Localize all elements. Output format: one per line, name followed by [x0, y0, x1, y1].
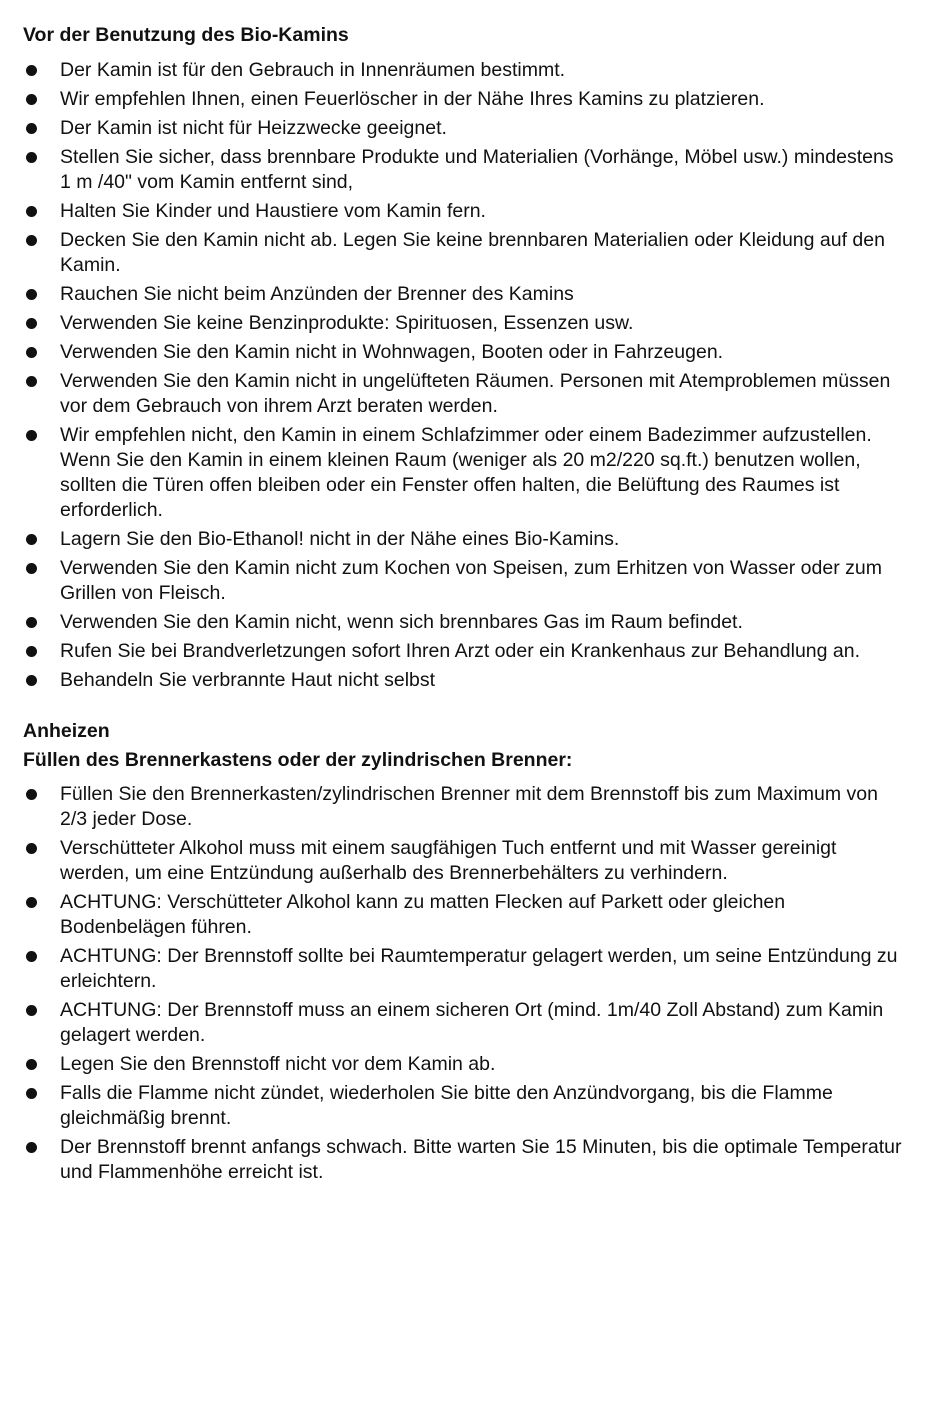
list-item-text: Behandeln Sie verbrannte Haut nicht selbst [60, 669, 436, 691]
bullet-icon [26, 289, 37, 300]
list-item-text: Der Kamin ist für den Gebrauch in Innenräumen bestimmt. [60, 59, 566, 81]
list-item-text: Verschütteter Alkohol muss mit einem saugfähigen Tuch entfernt und mit Wasser gereinigt werden, um eine Entzündung außerhalb des Brennerbehälters zu verhindern. [60, 837, 837, 884]
list-item [23, 782, 903, 832]
list-item [23, 282, 903, 307]
list-item [23, 58, 903, 83]
bullet-icon [26, 94, 37, 105]
bullet-icon [26, 789, 37, 800]
list-item [23, 610, 903, 635]
list-item-text: ACHTUNG: Der Brennstoff muss an einem sicheren Ort (mind. 1m/40 Zoll Abstand) zum Kamin gelagert werden. [60, 999, 884, 1046]
bullet-icon [26, 123, 37, 134]
bullet-icon [26, 675, 37, 686]
bullet-icon [26, 897, 37, 908]
list-item [23, 116, 903, 141]
bullet-icon [26, 1142, 37, 1153]
document-page [23, 22, 903, 1189]
list-item [23, 1135, 903, 1185]
bullet-icon [26, 318, 37, 329]
bullet-icon [26, 152, 37, 163]
list-item-text: ACHTUNG: Verschütteter Alkohol kann zu matten Flecken auf Parkett oder gleichen Bodenbelägen führen. [60, 891, 786, 938]
bullet-icon [26, 430, 37, 441]
list-item [23, 527, 903, 552]
section-subtitle-filling: Füllen des Brennerkastens oder der zylindrischen Brenner: [23, 749, 573, 771]
list-item [23, 998, 903, 1048]
list-item [23, 639, 903, 664]
list-item [23, 228, 903, 278]
list-item-text: Verwenden Sie den Kamin nicht in Wohnwagen, Booten oder in Fahrzeugen. [60, 341, 724, 363]
list-item [23, 836, 903, 886]
list-item-text: Rauchen Sie nicht beim Anzünden der Brenner des Kamins [60, 283, 574, 305]
list-item-text: ACHTUNG: Der Brennstoff sollte bei Raumtemperatur gelagert werden, um seine Entzündung zu erleichtern. [60, 945, 898, 992]
list-item-text: Falls die Flamme nicht zündet, wiederholen Sie bitte den Anzündvorgang, bis die Flamme gleichmäßig brennt. [60, 1082, 833, 1129]
section-title-heating: Anheizen [23, 720, 110, 742]
list-item [23, 369, 903, 419]
bullet-icon [26, 1088, 37, 1099]
list-item-text: Verwenden Sie den Kamin nicht, wenn sich brennbares Gas im Raum befindet. [60, 611, 743, 633]
list-item-text: Stellen Sie sicher, dass brennbare Produkte und Materialien (Vorhänge, Möbel usw.) mindestens 1 m /40" vom Kamin entfernt sind, [60, 146, 894, 193]
list-item [23, 668, 903, 693]
list-item-text: Füllen Sie den Brennerkasten/zylindrischen Brenner mit dem Brennstoff bis zum Maximum von 2/3 jeder Dose. [60, 783, 878, 830]
bullet-icon [26, 843, 37, 854]
bullet-icon [26, 617, 37, 628]
bullet-icon [26, 347, 37, 358]
list-item [23, 199, 903, 224]
bullet-icon [26, 1059, 37, 1070]
list-item-text: Lagern Sie den Bio-Ethanol! nicht in der Nähe eines Bio-Kamins. [60, 528, 620, 550]
filling-list [23, 782, 903, 1185]
list-item-text: Verwenden Sie den Kamin nicht zum Kochen von Speisen, zum Erhitzen von Wasser oder zum Grillen von Fleisch. [60, 557, 882, 604]
list-item-text: Wir empfehlen Ihnen, einen Feuerlöscher in der Nähe Ihres Kamins zu platzieren. [60, 88, 765, 110]
list-item-text: Rufen Sie bei Brandverletzungen sofort Ihren Arzt oder ein Krankenhaus zur Behandlung an. [60, 640, 861, 662]
list-item [23, 1052, 903, 1077]
list-item [23, 340, 903, 365]
bullet-icon [26, 1005, 37, 1016]
list-item [23, 311, 903, 336]
bullet-icon [26, 646, 37, 657]
list-item [23, 87, 903, 112]
list-item [23, 944, 903, 994]
list-item-text: Der Brennstoff brennt anfangs schwach. Bitte warten Sie 15 Minuten, bis die optimale Temperatur und Flammenhöhe erreicht ist. [60, 1136, 902, 1183]
bullet-icon [26, 65, 37, 76]
list-item-text: Legen Sie den Brennstoff nicht vor dem Kamin ab. [60, 1053, 496, 1075]
bullet-icon [26, 235, 37, 246]
bullet-icon [26, 534, 37, 545]
bullet-icon [26, 206, 37, 217]
bullet-icon [26, 951, 37, 962]
safety-list [23, 58, 903, 693]
list-item-text: Wir empfehlen nicht, den Kamin in einem Schlafzimmer oder einem Badezimmer aufzustellen. Wenn Sie den Kamin in einem kleinen Raum (weniger als 20 m2/220 sq.ft.) benutzen wollen, sollten die Türen offen bleiben oder ein Fenster offen halten, die Belüftung des Raumes ist erforderlich. [60, 424, 872, 521]
list-item-text: Decken Sie den Kamin nicht ab. Legen Sie keine brennbaren Materialien oder Kleidung auf den Kamin. [60, 229, 885, 276]
bullet-icon [26, 376, 37, 387]
list-item [23, 423, 903, 523]
list-item [23, 556, 903, 606]
list-item-text: Verwenden Sie keine Benzinprodukte: Spirituosen, Essenzen usw. [60, 312, 634, 334]
list-item-text: Verwenden Sie den Kamin nicht in ungelüfteten Räumen. Personen mit Atemproblemen müssen vor dem Gebrauch von ihrem Arzt beraten werden. [60, 370, 891, 417]
list-item [23, 145, 903, 195]
list-item [23, 1081, 903, 1131]
list-item-text: Halten Sie Kinder und Haustiere vom Kamin fern. [60, 200, 486, 222]
list-item-text: Der Kamin ist nicht für Heizzwecke geeignet. [60, 117, 447, 139]
bullet-icon [26, 563, 37, 574]
list-item [23, 890, 903, 940]
section-title-before-use: Vor der Benutzung des Bio-Kamins [23, 24, 349, 46]
